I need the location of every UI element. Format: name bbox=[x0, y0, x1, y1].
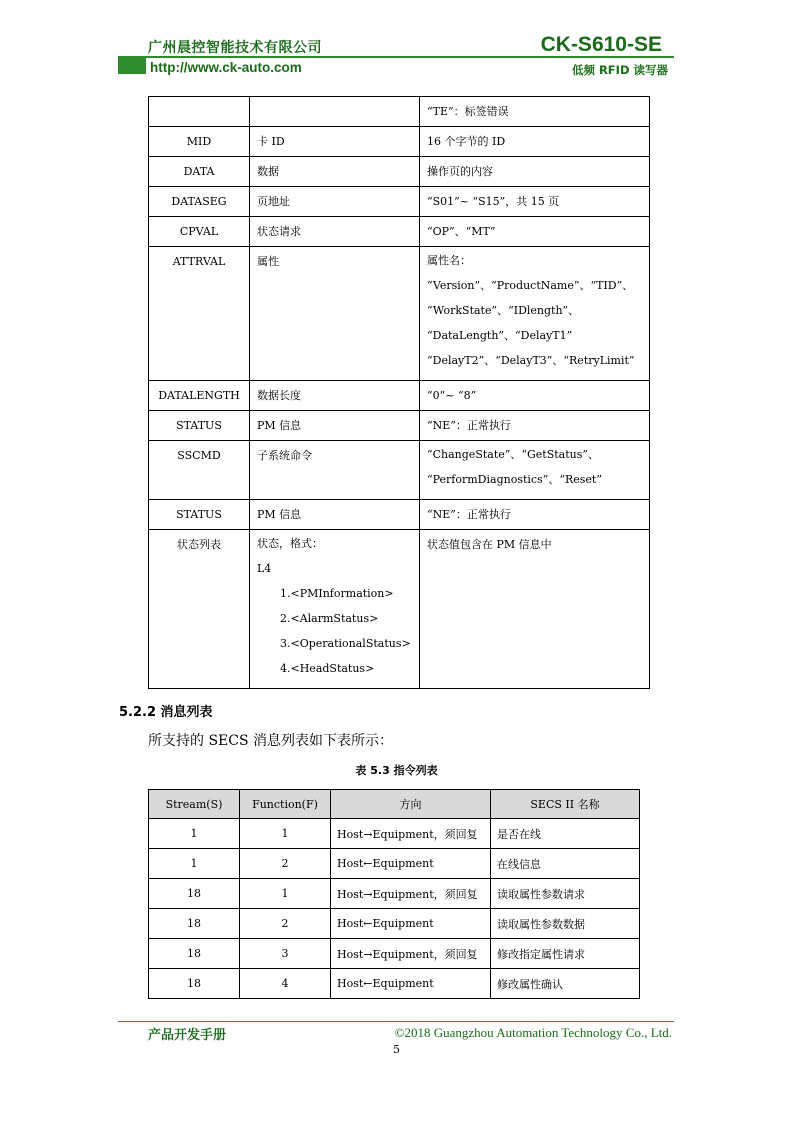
table-row bbox=[149, 97, 650, 127]
param-desc: PM 信息 bbox=[250, 500, 420, 530]
secs-name-cell: 修改指定属性请求 bbox=[491, 939, 640, 969]
stream-cell: 1 bbox=[149, 849, 240, 879]
stream-cell: 18 bbox=[149, 909, 240, 939]
direction-cell: Host→Equipment，须回复 bbox=[331, 939, 491, 969]
function-cell: 2 bbox=[240, 849, 331, 879]
table-row bbox=[149, 187, 650, 217]
value-line: “DelayT2”、“DelayT3”、“RetryLimit” bbox=[427, 354, 635, 367]
table-row bbox=[149, 500, 650, 530]
value-line: 属性名： bbox=[427, 254, 471, 267]
table-row bbox=[149, 909, 640, 939]
param-desc: 页地址 bbox=[250, 187, 420, 217]
header-divider bbox=[118, 56, 674, 58]
footer-divider bbox=[118, 1021, 674, 1022]
value-line: “Version”、“ProductName”、“TID”、 bbox=[427, 279, 634, 292]
param-name: CPVAL bbox=[149, 217, 250, 247]
value-line: “DataLength”、“DelayT1” bbox=[427, 329, 573, 342]
param-desc bbox=[250, 97, 420, 127]
param-desc: 状态请求 bbox=[250, 217, 420, 247]
param-name bbox=[149, 97, 250, 127]
param-desc: 数据长度 bbox=[250, 381, 420, 411]
page-number: 5 bbox=[393, 1043, 400, 1056]
table-row bbox=[149, 247, 650, 381]
company-name: 广州晨控智能技术有限公司 bbox=[148, 40, 322, 56]
table-row bbox=[149, 217, 650, 247]
stream-cell: 18 bbox=[149, 879, 240, 909]
section-paragraph: 所支持的 SECS 消息列表如下表所示： bbox=[148, 733, 394, 749]
param-desc: PM 信息 bbox=[250, 411, 420, 441]
product-subtitle: 低频 RFID 读写器 bbox=[571, 63, 668, 77]
table-row bbox=[149, 969, 640, 999]
message-table bbox=[148, 789, 640, 999]
param-name: STATUS bbox=[149, 500, 250, 530]
param-value: “OP”、“MT” bbox=[420, 217, 650, 247]
param-value: “NE”：正常执行 bbox=[420, 411, 650, 441]
column-header: 方向 bbox=[331, 790, 491, 819]
function-cell: 2 bbox=[240, 909, 331, 939]
table-row bbox=[149, 939, 640, 969]
desc-line: 1.<PMInformation> bbox=[280, 587, 394, 600]
secs-name-cell: 读取属性参数请求 bbox=[491, 879, 640, 909]
direction-cell: Host←Equipment bbox=[331, 849, 491, 879]
param-name: MID bbox=[149, 127, 250, 157]
param-desc: 属性 bbox=[250, 247, 420, 381]
direction-cell: Host→Equipment，须回复 bbox=[331, 819, 491, 849]
direction-cell: Host←Equipment bbox=[331, 969, 491, 999]
table-header-row bbox=[149, 790, 640, 819]
param-name: DATASEG bbox=[149, 187, 250, 217]
param-name: STATUS bbox=[149, 411, 250, 441]
param-value: “S01”~ “S15”，共 15 页 bbox=[420, 187, 650, 217]
model-number: CK-S610-SE bbox=[540, 33, 662, 56]
table-row bbox=[149, 849, 640, 879]
param-value: 操作页的内容 bbox=[420, 157, 650, 187]
desc-line: L4 bbox=[257, 562, 272, 575]
param-desc: 子系统命令 bbox=[250, 441, 420, 500]
section-heading: 5.2.2 消息列表 bbox=[119, 705, 213, 720]
parameter-table bbox=[148, 96, 650, 689]
header-logo-block bbox=[118, 56, 146, 74]
table-caption: 表 5.3 指令列表 bbox=[355, 764, 438, 777]
table-row bbox=[149, 381, 650, 411]
table-row bbox=[149, 530, 650, 689]
table-row bbox=[149, 879, 640, 909]
param-value: “NE”：正常执行 bbox=[420, 500, 650, 530]
column-header: Function(F) bbox=[240, 790, 331, 819]
param-desc: 数据 bbox=[250, 157, 420, 187]
copyright: ©2018 Guangzhou Automation Technology Co., Ltd. bbox=[394, 1025, 672, 1040]
value-line: “ChangeState”、“GetStatus”、 bbox=[427, 448, 600, 461]
table-row bbox=[149, 127, 650, 157]
direction-cell: Host←Equipment bbox=[331, 909, 491, 939]
column-header: Stream(S) bbox=[149, 790, 240, 819]
param-value: 16 个字节的 ID bbox=[420, 127, 650, 157]
direction-cell: Host→Equipment，须回复 bbox=[331, 879, 491, 909]
stream-cell: 18 bbox=[149, 939, 240, 969]
function-cell: 4 bbox=[240, 969, 331, 999]
value-line: “WorkState”、“IDlength”、 bbox=[427, 304, 580, 317]
param-value bbox=[420, 247, 650, 381]
param-name: DATA bbox=[149, 157, 250, 187]
param-value: “0”~ “8” bbox=[420, 381, 650, 411]
table-row bbox=[149, 819, 640, 849]
table-row bbox=[149, 157, 650, 187]
param-name: SSCMD bbox=[149, 441, 250, 500]
function-cell: 3 bbox=[240, 939, 331, 969]
param-value: 状态值包含在 PM 信息中 bbox=[420, 530, 650, 689]
secs-name-cell: 在线信息 bbox=[491, 849, 640, 879]
desc-line: 4.<HeadStatus> bbox=[280, 662, 375, 675]
desc-line: 2.<AlarmStatus> bbox=[280, 612, 379, 625]
stream-cell: 1 bbox=[149, 819, 240, 849]
param-name: 状态列表 bbox=[149, 530, 250, 689]
stream-cell: 18 bbox=[149, 969, 240, 999]
param-name: ATTRVAL bbox=[149, 247, 250, 381]
secs-name-cell: 修改属性确认 bbox=[491, 969, 640, 999]
value-line: “PerformDiagnostics”、“Reset” bbox=[427, 473, 602, 486]
manual-title: 产品开发手册 bbox=[148, 1028, 227, 1043]
param-desc bbox=[250, 530, 420, 689]
secs-name-cell: 读取属性参数数据 bbox=[491, 909, 640, 939]
table-row bbox=[149, 441, 650, 500]
table-row bbox=[149, 411, 650, 441]
param-name: DATALENGTH bbox=[149, 381, 250, 411]
website-url[interactable]: http://www.ck-auto.com bbox=[150, 60, 302, 75]
param-value: “TE”：标签错误 bbox=[420, 97, 650, 127]
param-value bbox=[420, 441, 650, 500]
function-cell: 1 bbox=[240, 879, 331, 909]
param-desc: 卡 ID bbox=[250, 127, 420, 157]
desc-line: 3.<OperationalStatus> bbox=[280, 637, 411, 650]
desc-line: 状态，格式： bbox=[257, 537, 323, 550]
secs-name-cell: 是否在线 bbox=[491, 819, 640, 849]
function-cell: 1 bbox=[240, 819, 331, 849]
column-header: SECS II 名称 bbox=[491, 790, 640, 819]
